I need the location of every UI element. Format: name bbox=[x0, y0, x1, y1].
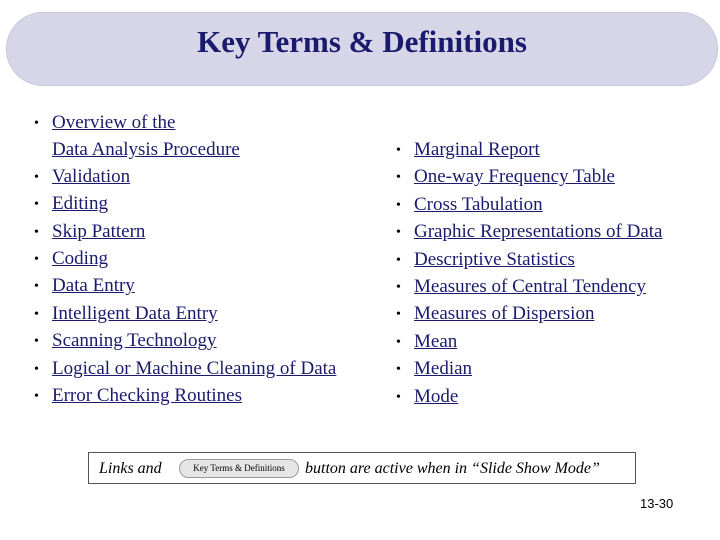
list-item-continuation[interactable] bbox=[34, 137, 336, 163]
bullet-icon: • bbox=[34, 169, 39, 185]
bullet-icon: • bbox=[34, 116, 39, 131]
list-item[interactable] bbox=[34, 328, 336, 355]
bullet-icon: • bbox=[34, 224, 39, 240]
list-item[interactable] bbox=[34, 191, 336, 218]
list-item[interactable] bbox=[396, 301, 663, 328]
list-item[interactable] bbox=[34, 301, 336, 328]
bullet-icon: • bbox=[396, 389, 401, 405]
link-central-tendency[interactable]: Measures of Central Tendency bbox=[414, 276, 647, 298]
link-cross-tabulation[interactable]: Cross Tabulation bbox=[414, 193, 543, 215]
list-item[interactable] bbox=[396, 137, 663, 164]
bullet-icon: • bbox=[34, 306, 39, 322]
list-item[interactable] bbox=[396, 356, 663, 383]
list-item[interactable] bbox=[396, 192, 663, 219]
list-item[interactable] bbox=[34, 219, 336, 246]
link-marginal-report[interactable]: Marginal Report bbox=[414, 139, 540, 160]
link-descriptive-statistics[interactable]: Descriptive Statistics bbox=[414, 248, 575, 270]
link-overview[interactable]: Overview of the bbox=[52, 112, 176, 133]
bullet-icon: • bbox=[396, 197, 401, 213]
bullet-icon: • bbox=[396, 307, 401, 323]
note-text-before: Links and bbox=[99, 460, 162, 477]
link-mean[interactable]: Mean bbox=[414, 330, 458, 352]
link-overview-cont[interactable]: Data Analysis Procedure bbox=[52, 139, 240, 161]
bullet-icon: • bbox=[396, 280, 401, 296]
bullet-icon: • bbox=[396, 170, 401, 186]
list-item[interactable] bbox=[396, 164, 663, 191]
list-item[interactable] bbox=[396, 247, 663, 274]
slide-show-note bbox=[88, 452, 636, 484]
link-validation[interactable]: Validation bbox=[52, 165, 131, 187]
bullet-icon: • bbox=[34, 279, 39, 295]
list-item[interactable] bbox=[396, 219, 663, 246]
link-scanning-technology[interactable]: Scanning Technology bbox=[52, 330, 217, 352]
bullet-icon: • bbox=[34, 197, 39, 213]
bullet-icon: • bbox=[396, 334, 401, 350]
right-term-list bbox=[396, 137, 663, 411]
bullet-icon: • bbox=[396, 143, 401, 158]
bullet-icon: • bbox=[34, 361, 39, 377]
page-number: 13-30 bbox=[640, 496, 674, 511]
link-skip-pattern[interactable]: Skip Pattern bbox=[52, 220, 146, 242]
title-banner bbox=[6, 12, 718, 86]
bullet-icon: • bbox=[396, 362, 401, 378]
key-terms-button[interactable]: Key Terms & Definitions bbox=[179, 459, 299, 478]
link-dispersion[interactable]: Measures of Dispersion bbox=[414, 303, 595, 325]
link-mode[interactable]: Mode bbox=[414, 385, 459, 407]
bullet-icon: • bbox=[34, 252, 39, 268]
page-title: Key Terms & Definitions bbox=[197, 24, 527, 59]
left-term-list bbox=[34, 110, 336, 410]
list-item[interactable] bbox=[34, 110, 336, 137]
bullet-icon: • bbox=[34, 334, 39, 350]
list-item[interactable] bbox=[396, 274, 663, 301]
list-item[interactable] bbox=[34, 246, 336, 273]
link-error-checking[interactable]: Error Checking Routines bbox=[52, 385, 242, 407]
link-editing[interactable]: Editing bbox=[52, 193, 108, 215]
link-logical-cleaning[interactable]: Logical or Machine Cleaning of Data bbox=[52, 357, 337, 379]
link-intelligent-data-entry[interactable]: Intelligent Data Entry bbox=[52, 302, 218, 324]
link-graphic-representations[interactable]: Graphic Representations of Data bbox=[414, 221, 663, 243]
list-item[interactable] bbox=[396, 384, 663, 411]
link-data-entry[interactable]: Data Entry bbox=[52, 275, 135, 297]
note-text-after: button are active when in “Slide Show Mode” bbox=[305, 460, 600, 477]
bullet-icon: • bbox=[34, 389, 39, 405]
list-item[interactable] bbox=[396, 329, 663, 356]
list-item[interactable] bbox=[34, 273, 336, 300]
list-item[interactable] bbox=[34, 164, 336, 191]
link-one-way-frequency[interactable]: One-way Frequency Table bbox=[414, 166, 615, 188]
bullet-icon: • bbox=[396, 225, 401, 241]
link-median[interactable]: Median bbox=[414, 358, 473, 380]
bullet-icon: • bbox=[396, 252, 401, 268]
link-coding[interactable]: Coding bbox=[52, 248, 108, 270]
list-item[interactable] bbox=[34, 356, 336, 383]
list-item[interactable] bbox=[34, 383, 336, 410]
